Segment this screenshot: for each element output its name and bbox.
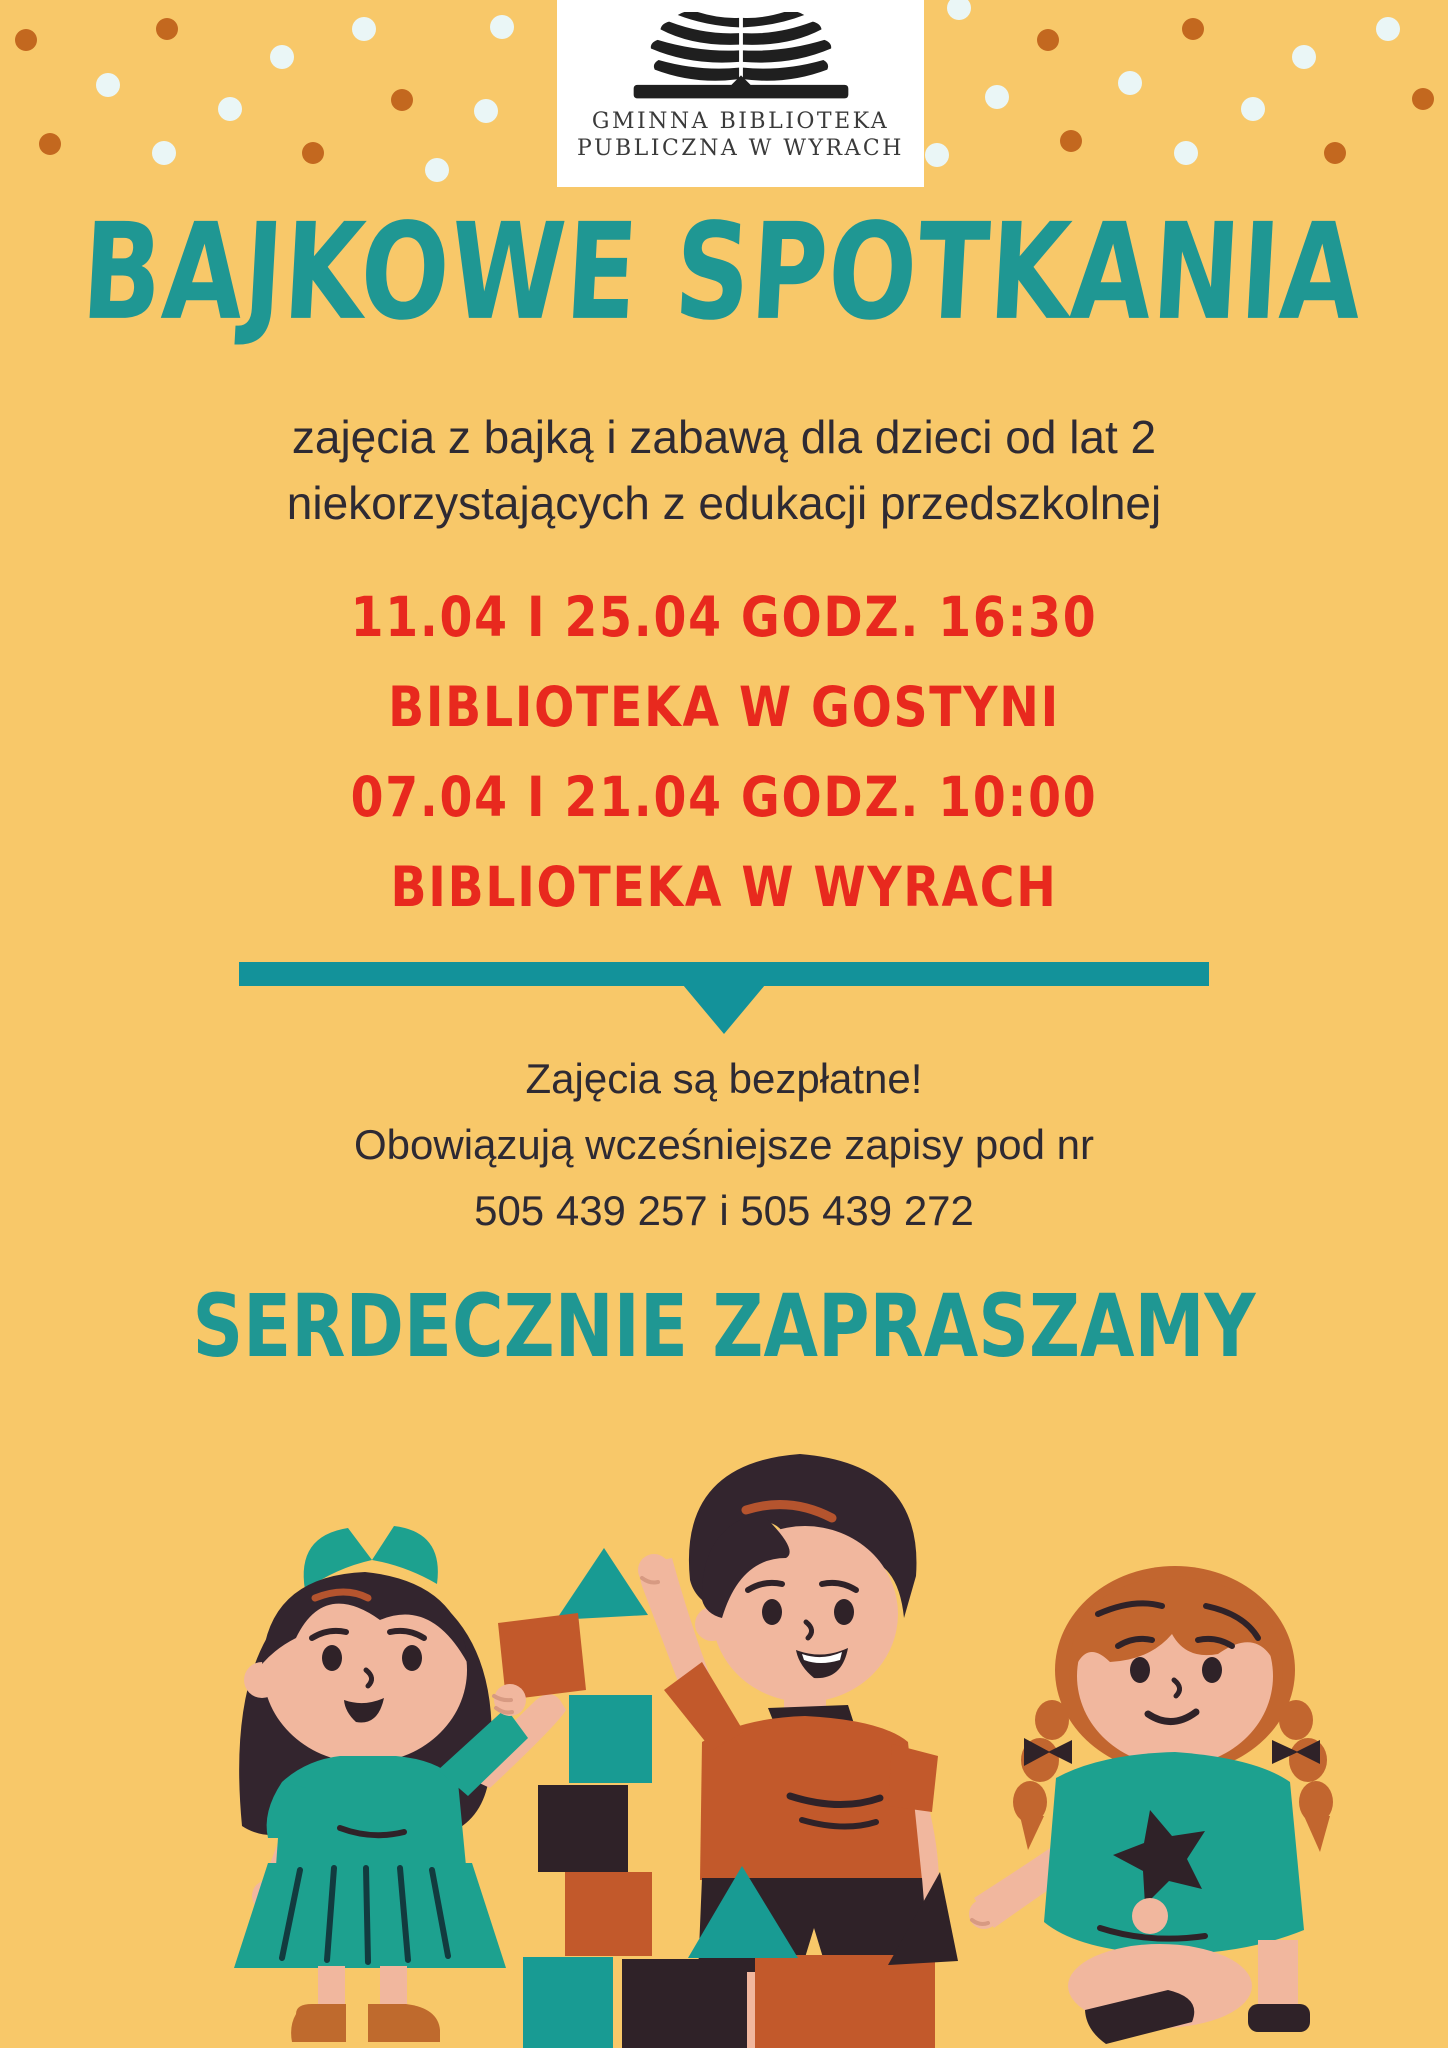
info-block	[0, 1046, 1448, 1244]
block-square	[538, 1785, 628, 1872]
block-triangle-top	[556, 1548, 648, 1620]
divider-bar	[239, 962, 1209, 986]
block-square	[523, 1957, 613, 2048]
eye	[762, 1599, 782, 1625]
schedule	[0, 572, 1448, 932]
eye	[402, 1645, 422, 1671]
subtitle-line2: niekorzystających z edukacji przedszkolnej	[286, 477, 1162, 529]
girl-right	[974, 1566, 1333, 2044]
block-square	[565, 1872, 652, 1956]
hand	[1132, 1898, 1168, 1934]
block-square	[755, 1955, 935, 2048]
boot	[368, 2004, 440, 2042]
eye	[1130, 1657, 1150, 1683]
info-signup: Obowiązują wcześniejsze zapisy pod nr	[353, 1121, 1095, 1168]
schedule-date-gostyn: 11.04 I 25.04 GODZ. 16:30	[350, 585, 1098, 649]
subtitle-line1: zajęcia z bajką i zabawą dla dzieci od lat 2	[291, 411, 1157, 463]
info-phones: 505 439 257 i 505 439 272	[474, 1187, 974, 1234]
eye	[1202, 1657, 1222, 1683]
poster-title: BAJKOWE SPOTKANIA	[78, 193, 1367, 350]
boot	[291, 2004, 346, 2042]
library-logo-box	[557, 0, 924, 187]
poster-subtitle	[0, 404, 1448, 536]
eye	[322, 1645, 342, 1671]
info-free: Zajęcia są bezpłatne!	[525, 1055, 923, 1102]
schedule-place-gostyn: BIBLIOTEKA W GOSTYNI	[388, 675, 1060, 739]
schedule-date-wyry: 07.04 I 21.04 GODZ. 10:00	[350, 765, 1098, 829]
library-name-line2: PUBLICZNA W WYRACH	[577, 136, 904, 161]
block-square	[569, 1695, 652, 1783]
library-name-line1: GMINNA BIBLIOTEKA	[591, 109, 890, 134]
closing-heading: SERDECZNIE ZAPRASZAMY	[192, 1276, 1256, 1377]
children-illustration	[0, 1408, 1448, 2048]
block-square	[622, 1959, 747, 2048]
schedule-place-wyry: BIBLIOTEKA W WYRACH	[390, 855, 1058, 919]
divider-pointer	[683, 985, 765, 1034]
girl-left	[234, 1526, 566, 2042]
eye	[834, 1599, 854, 1625]
open-book-icon	[626, 12, 856, 108]
shoe	[1248, 2004, 1310, 2032]
